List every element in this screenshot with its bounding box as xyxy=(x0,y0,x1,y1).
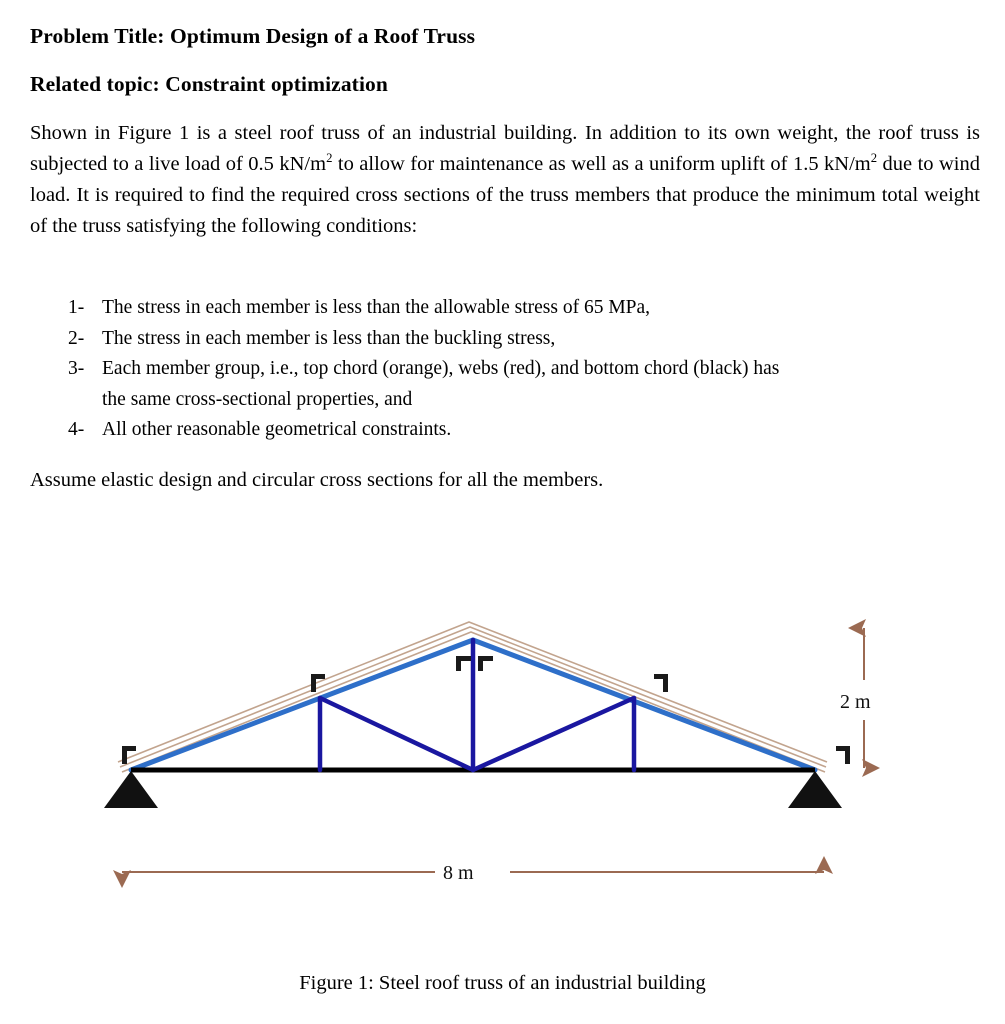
figure-caption: Figure 1: Steel roof truss of an industrial building xyxy=(299,972,706,994)
list-item xyxy=(68,354,948,385)
list-item-marker: 3- xyxy=(68,358,85,379)
list-item-text: Each member group, i.e., top chord (orange), webs (red), and bottom chord (black) has xyxy=(102,358,780,379)
list-item-marker: 1- xyxy=(68,297,85,318)
web-members xyxy=(320,640,634,770)
list-item-text: All other reasonable geometrical constraints. xyxy=(102,419,452,440)
list-item-marker: 2- xyxy=(68,327,85,349)
truss-figure xyxy=(0,560,1005,1024)
list-item-text: The stress in each member is less than the buckling stress, xyxy=(102,327,556,349)
intro-paragraph xyxy=(30,118,980,242)
page-title: Problem Title: Optimum Design of a Roof Truss xyxy=(30,24,476,48)
list-item xyxy=(68,324,948,355)
intro-paragraph-part1: Shown in Figure 1 is a steel roof truss of an industrial building. In addition to its own weight, the roof truss is subjected to a live load of 0.5 kN/m xyxy=(30,122,980,175)
intro-paragraph-part2: to allow for maintenance as well as a uniform uplift of 1.5 kN/m xyxy=(332,153,871,175)
list-item xyxy=(68,293,948,324)
closing-paragraph: Assume elastic design and circular cross sections for all the members. xyxy=(30,469,604,491)
span-dimension-label: 8 m xyxy=(443,862,474,884)
superscript-square-1: 2 xyxy=(326,151,333,166)
superscript-square-2: 2 xyxy=(870,151,878,166)
list-item-marker: 4- xyxy=(68,419,85,440)
conditions-list xyxy=(68,293,948,446)
height-dimension-label: 2 m xyxy=(840,691,871,713)
list-item-text: The stress in each member is less than the allowable stress of 65 MPa, xyxy=(102,297,651,318)
list-item xyxy=(68,415,948,446)
support-icons xyxy=(104,771,842,808)
list-item-continuation: the same cross-sectional properties, and xyxy=(102,388,413,410)
related-topic-heading: Related topic: Constraint optimization xyxy=(30,72,388,96)
node-cleat-icons xyxy=(122,656,850,764)
intro-paragraph-part3: due to wind load. It is required to find the required cross sections of the truss members that produce the minimum total weight of the truss satisfying the following conditions: xyxy=(30,153,980,237)
span-dimension xyxy=(122,862,824,884)
